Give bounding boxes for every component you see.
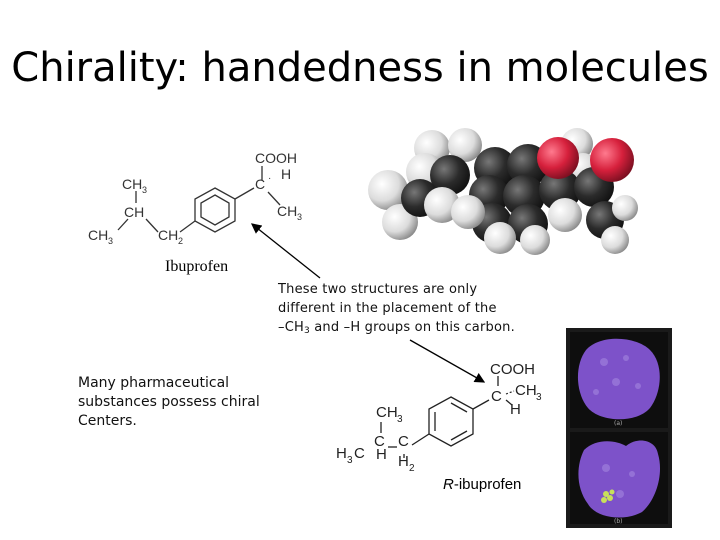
svg-text:3: 3 [347, 455, 353, 466]
svg-text:H: H [398, 453, 409, 470]
svg-text:H: H [510, 401, 521, 418]
svg-text:CH: CH [515, 382, 537, 399]
note-line-1: These two structures are only [278, 282, 478, 297]
protein-caption-b: (b) [614, 518, 623, 525]
svg-text:CH: CH [376, 404, 398, 421]
svg-text:2: 2 [178, 236, 184, 246]
protein-images [566, 328, 672, 528]
svg-text:3: 3 [397, 414, 403, 425]
r-ibuprofen-suffix: -ibuprofen [453, 476, 522, 493]
svg-text:CH: CH [158, 227, 179, 243]
svg-text:C: C [398, 433, 409, 450]
svg-text:3: 3 [108, 236, 114, 246]
svg-text:C: C [491, 388, 502, 405]
protein-caption-a: (a) [614, 420, 623, 427]
svg-text:CH: CH [122, 176, 143, 192]
svg-text:2: 2 [409, 463, 415, 474]
svg-text:C: C [255, 176, 266, 192]
note-line-3-subscript: 3 [303, 326, 310, 336]
svg-text:3: 3 [536, 392, 542, 403]
ibuprofen-label: Ibuprofen [165, 258, 229, 275]
svg-text:COOH: COOH [255, 150, 297, 166]
protein-panel [566, 328, 672, 528]
svg-text:C: C [374, 433, 385, 450]
svg-text:H: H [336, 445, 347, 462]
note-line-3b: and –H groups on this carbon. [309, 320, 515, 335]
svg-text:H: H [281, 166, 292, 182]
slide-title: Chirality: handedness in molecules [11, 45, 709, 91]
svg-text:CH: CH [88, 227, 109, 243]
svg-text:3: 3 [142, 185, 148, 195]
svg-text:C: C [354, 445, 365, 462]
svg-text:H: H [376, 446, 387, 463]
r-ibuprofen-label [443, 476, 521, 493]
svg-text:·: · [268, 173, 272, 184]
svg-text:CH: CH [124, 204, 145, 220]
pharma-text: Many pharmaceutical substances possess chiral Centers. [78, 375, 260, 429]
svg-text:CH: CH [277, 203, 298, 219]
r-ibuprofen-prefix: R [443, 476, 454, 493]
note-line-3a: –CH [278, 320, 304, 335]
svg-text:COOH: COOH [490, 361, 535, 378]
svg-text:3: 3 [297, 212, 303, 222]
note-line-2: different in the placement of the [278, 301, 497, 316]
